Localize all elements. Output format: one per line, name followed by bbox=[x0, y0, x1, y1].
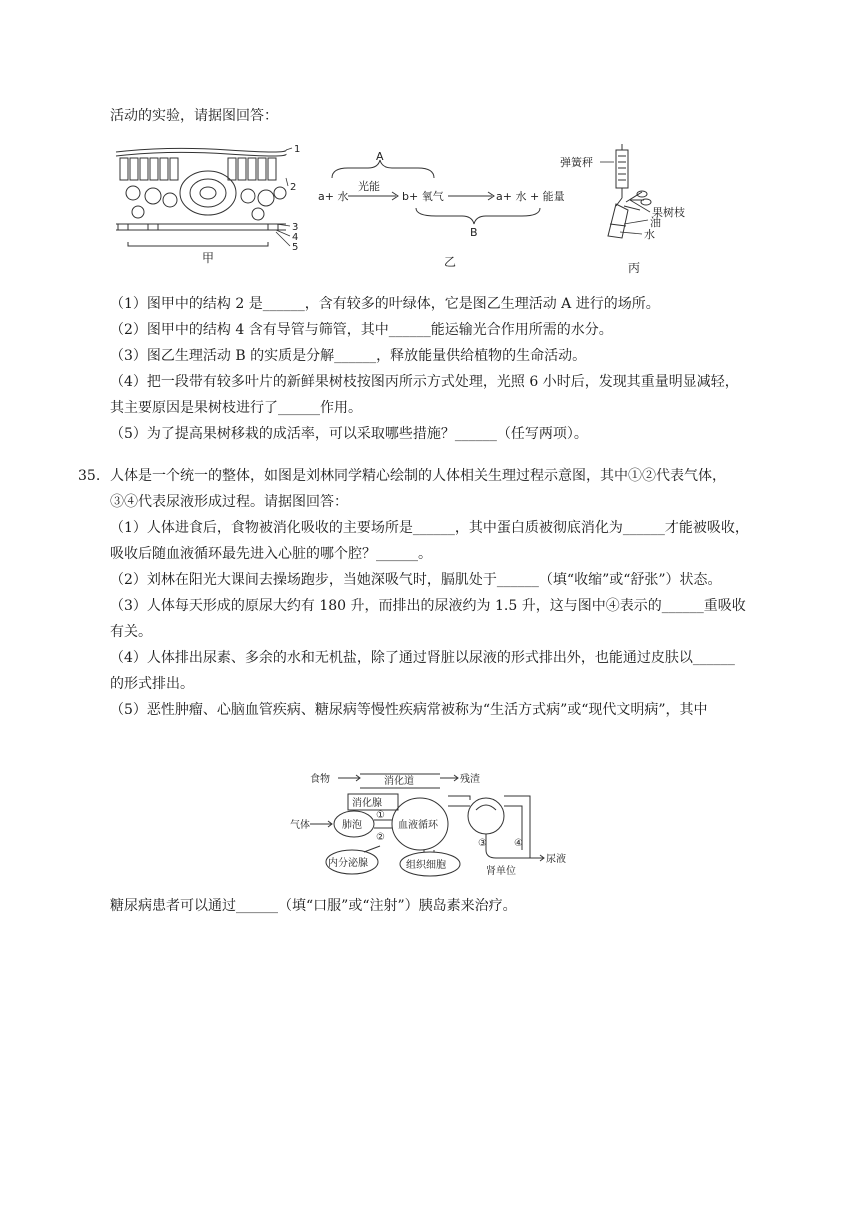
label-endocrine-gland: 内分泌腺 bbox=[328, 858, 368, 869]
label-urine: 尿液 bbox=[546, 854, 566, 865]
caption-yi: 乙 bbox=[444, 255, 457, 269]
label-branch: 果树枝 bbox=[652, 206, 685, 219]
caption-jia: 甲 bbox=[202, 251, 215, 265]
eq-label-A: A bbox=[376, 150, 384, 163]
q35-item-2: （2）刘林在阳光大课间去操场跑步，当她深吸气时，膈肌处于______（填“收缩”或“舒张”）状态。 bbox=[110, 572, 722, 588]
intro-text: 活动的实验，请据图回答： bbox=[110, 108, 278, 124]
q35-item-1: （1）人体进食后，食物被消化吸收的主要场所是______，其中蛋白质被彻底消化为______才能被吸收， bbox=[110, 520, 749, 536]
label-digestive-gland: 消化腺 bbox=[352, 798, 382, 809]
q34-item-1: （1）图甲中的结构 2 是______，含有较多的叶绿体，它是图乙生理活动 A 进行的场所。 bbox=[110, 296, 660, 312]
palisade-cells bbox=[120, 158, 276, 180]
figure-human-physiology bbox=[290, 766, 580, 886]
q35-item-5-cont: 糖尿病患者可以通过______（填“口服”或“注射”）胰岛素来治疗。 bbox=[110, 898, 517, 914]
q34-item-5: （5）为了提高果树移栽的成活率，可以采取哪些措施？______（任写两项）。 bbox=[110, 426, 588, 442]
q34-item-4: （4）把一段带有较多叶片的新鲜果树枝按图丙所示方式处理，光照 6 小时后，发现其重量明显减轻， bbox=[110, 374, 739, 390]
leaf-label-2: 2 bbox=[290, 182, 297, 193]
leaf-label-1: 1 bbox=[294, 144, 301, 155]
label-num-4: ④ bbox=[514, 838, 523, 849]
label-spring-scale: 弹簧秤 bbox=[560, 156, 593, 169]
label-gas: 气体 bbox=[290, 820, 310, 831]
label-num-2: ② bbox=[376, 832, 385, 843]
q34-item-4-cont: 其主要原因是果树枝进行了______作用。 bbox=[110, 400, 362, 416]
q35-item-3: （3）人体每天形成的原尿大约有 180 升，而排出的尿液约为 1.5 升，这与图中④表示的______重吸收 bbox=[110, 598, 746, 614]
figure-spring-scale bbox=[560, 140, 710, 280]
caption-bing: 丙 bbox=[628, 261, 641, 275]
label-alveoli: 肺泡 bbox=[342, 820, 362, 831]
label-digestive-tract: 消化道 bbox=[384, 776, 414, 787]
label-blood-circulation: 血液循环 bbox=[398, 820, 438, 831]
label-num-3: ③ bbox=[478, 838, 487, 849]
q34-item-3: （3）图乙生理活动 B 的实质是分解______，释放能量供给植物的生命活动。 bbox=[110, 348, 587, 364]
q35-stem-2: ③④代表尿液形成过程。请据图回答： bbox=[110, 494, 348, 510]
eq-right: a+ 水 + 能量 bbox=[496, 190, 565, 203]
q34-item-2: （2）图甲中的结构 4 含有导管与筛管，其中______能运输光合作用所需的水分。 bbox=[110, 322, 613, 338]
eq-mid: b+ 氧气 bbox=[402, 190, 444, 203]
leaf-label-4: 4 bbox=[292, 232, 299, 243]
q35-item-3-cont: 有关。 bbox=[110, 624, 152, 640]
q35-item-4: （4）人体排出尿素、多余的水和无机盐，除了通过肾脏以尿液的形式排出外，也能通过皮肤以______ bbox=[110, 650, 735, 666]
q35-number: 35. bbox=[78, 468, 101, 484]
figure-leaf-cross-section bbox=[108, 138, 308, 268]
q35-stem-1: 人体是一个统一的整体，如图是刘林同学精心绘制的人体相关生理过程示意图，其中①②代表气体， bbox=[110, 468, 726, 484]
q35-item-1-cont: 吸收后随血液循环最先进入心脏的哪个腔？______。 bbox=[110, 546, 432, 562]
eq-label-B: B bbox=[470, 226, 478, 239]
leaf-label-5: 5 bbox=[292, 242, 299, 253]
eq-light: 光能 bbox=[358, 180, 380, 193]
q35-item-5: （5）恶性肿瘤、心脑血管疾病、糖尿病等慢性疾病常被称为“生活方式病”或“现代文明病”，其中 bbox=[110, 702, 708, 718]
leaf-label-3: 3 bbox=[292, 222, 299, 233]
figure-photosynthesis-equation bbox=[318, 150, 568, 270]
eq-left: a+ 水 bbox=[318, 190, 349, 203]
label-food: 食物 bbox=[310, 774, 330, 785]
label-tissue-cells: 组织细胞 bbox=[406, 860, 446, 871]
label-residue: 残渣 bbox=[460, 774, 480, 785]
label-oil: 油 bbox=[650, 216, 661, 229]
label-nephron: 肾单位 bbox=[486, 866, 516, 877]
q35-item-4-cont: 的形式排出。 bbox=[110, 676, 194, 692]
label-water: 水 bbox=[644, 228, 655, 241]
label-num-1: ① bbox=[376, 810, 385, 821]
